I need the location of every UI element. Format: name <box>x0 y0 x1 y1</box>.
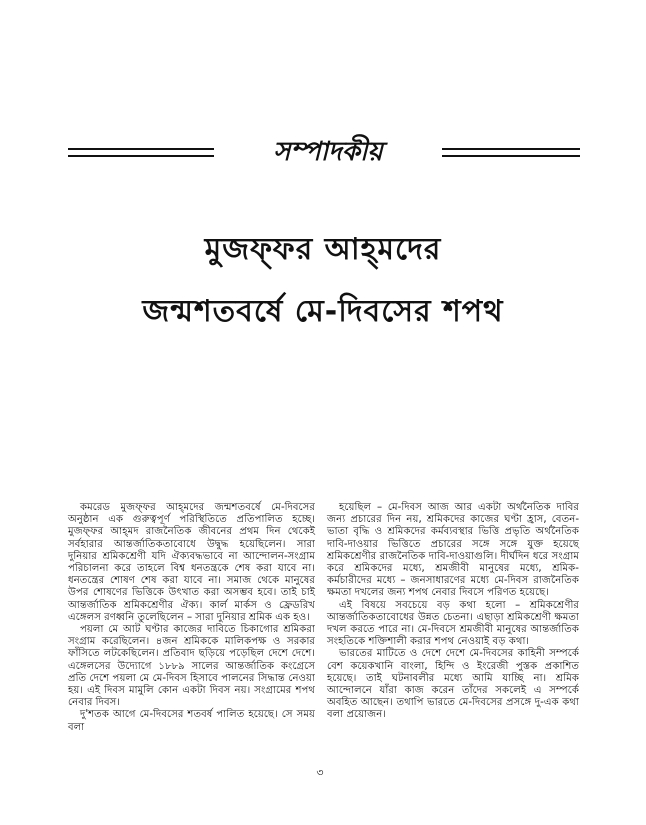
paragraph: হয়েছিল – মে-দিবস আজ আর একটা অর্থনৈতিক দাবির জন্য প্রচারের দিন নয়, শ্রমিকদের কাজের ঘণ্টা হ্রাস, বেতন-ভাতা বৃদ্ধি ও শ্রমিকদের কর্মব্যবস্থার ভিত্তি প্রভৃতি অর্থনৈতিক দাবি-দাওয়ার ভিত্তিতে প্রচারের সঙ্গে সঙ্গে যুক্ত হয়েছে শ্রমিকশ্রেণীর রাজনৈতিক দাবি-দাওয়াগুলি। দীর্ঘদিন ধরে সংগ্রাম করে শ্রমিকদের মধ্যে, শ্রমজীবী মানুষের মধ্যে, শ্রমিক-কর্মচারীদের মধ্যে – জনসাধারণের মধ্যে মে-দিবস রাজনৈতিক ক্ষমতা দখলের জন্য শপথ নেবার দিবসে পরিণত হয়েছে। <box>327 502 579 599</box>
paragraph: পয়লা মে আট ঘণ্টার কাজের দাবিতে চিকাগোর শ্রমিকরা সংগ্রাম করেছিলেন। ৪জন শ্রমিককে মালিকপক্ষ ও সরকার ফাঁসিতে লটকেছিলেন। প্রতিবাদ ছড়িয়ে পড়েছিল দেশে দেশে। এঙ্গেলসের উদ্যোগে ১৮৮৯ সালের আন্তর্জাতিক কংগ্রেসে প্রতি দেশে পয়লা মে মে-দিবস হিসাবে পালনের সিদ্ধান্ত নেওয়া হয়। এই দিবস মামুলি কোন একটা দিবস নয়। সংগ্রামের শপথ নেবার দিবস। <box>68 624 315 709</box>
section-title: সম্পাদকীয় <box>273 137 383 167</box>
paragraph: দু'শতক আগে মে-দিবসের শতবর্ষ পালিত হয়েছে। সে সময় বলা <box>68 709 315 733</box>
page-number: ৩ <box>316 766 324 779</box>
paragraph: ভারতের মাটিতে ও দেশে দেশে মে-দিবসের কাহিনী সম্পর্কে বেশ কয়েকখানি বাংলা, হিন্দি ও ইংরেজী পুস্তক প্রকাশিত হয়েছে। তাই ঘটনাবলীর মধ্যে আমি যাচ্ছি না। শ্রমিক আন্দোলনে যাঁরা কাজ করেন তাঁদের সকলেই এ সম্পর্কে অবহিত আছেন। তথাপি ভারতে মে-দিবসের প্রসঙ্গে দু-এক কথা বলা প্রয়োজন। <box>327 648 579 721</box>
banner-rule-left <box>68 148 214 157</box>
banner-rule-right <box>442 148 580 157</box>
headline-line-1: মুজফ্‌ফর আহ্‌মদের <box>204 232 442 267</box>
paragraph: কমরেড মুজফ্‌ফর আহ্‌মদের জন্মশতবর্ষে মে-দিবসের অনুষ্ঠান এক গুরুত্বপূর্ণ পরিস্থিতিতে প্রতিপালিত হচ্ছে। মুজফ্‌ফর আহ্‌মদ রাজনৈতিক জীবনের প্রথম দিন থেকেই সর্বহারার আন্তর্জাতিকতাবোধে উদ্বুদ্ধ হয়েছিলেন। সারা দুনিয়ার শ্রমিকশ্রেণী যদি ঐক্যবদ্ধভাবে না আন্দোলন-সংগ্রাম পরিচালনা করে তাহলে বিশ্ব ধনতন্ত্রকে শেষ করা যাবে না। ধনতন্ত্রের শোষণ শেষ করা যাবে না। সমাজ থেকে মানুষের উপর শোষণের ভিত্তিকে উৎখাত করা অসম্ভব হবে। তাই চাই আন্তর্জাতিক শ্রমিকশ্রেণীর ঐক্য। কার্ল মার্কস ও ফ্রেডরিখ এঙ্গেলস রণধ্বনি তুলেছিলেন – সারা দুনিয়ার শ্রমিক এক হও। <box>68 502 315 623</box>
editorial-banner <box>68 134 580 170</box>
right-column <box>327 502 579 722</box>
left-column <box>68 502 315 734</box>
headline-line-2: জন্মশতবর্ষে মে-দিবসের শপথ <box>142 294 504 329</box>
paragraph: এই বিষয়ে সবচেয়ে বড় কথা হলো – শ্রমিকশ্রেণীর আন্তর্জাতিকতাবোধের উন্নত চেতনা। এছাড়া শ্রমিকশ্রেণী ক্ষমতা দখল করতে পারে না। মে-দিবসে শ্রমজীবী মানুষের আন্তর্জাতিক সংহতিকে শক্তিশালী করার শপথ নেওয়াই বড় কথা। <box>327 599 579 648</box>
